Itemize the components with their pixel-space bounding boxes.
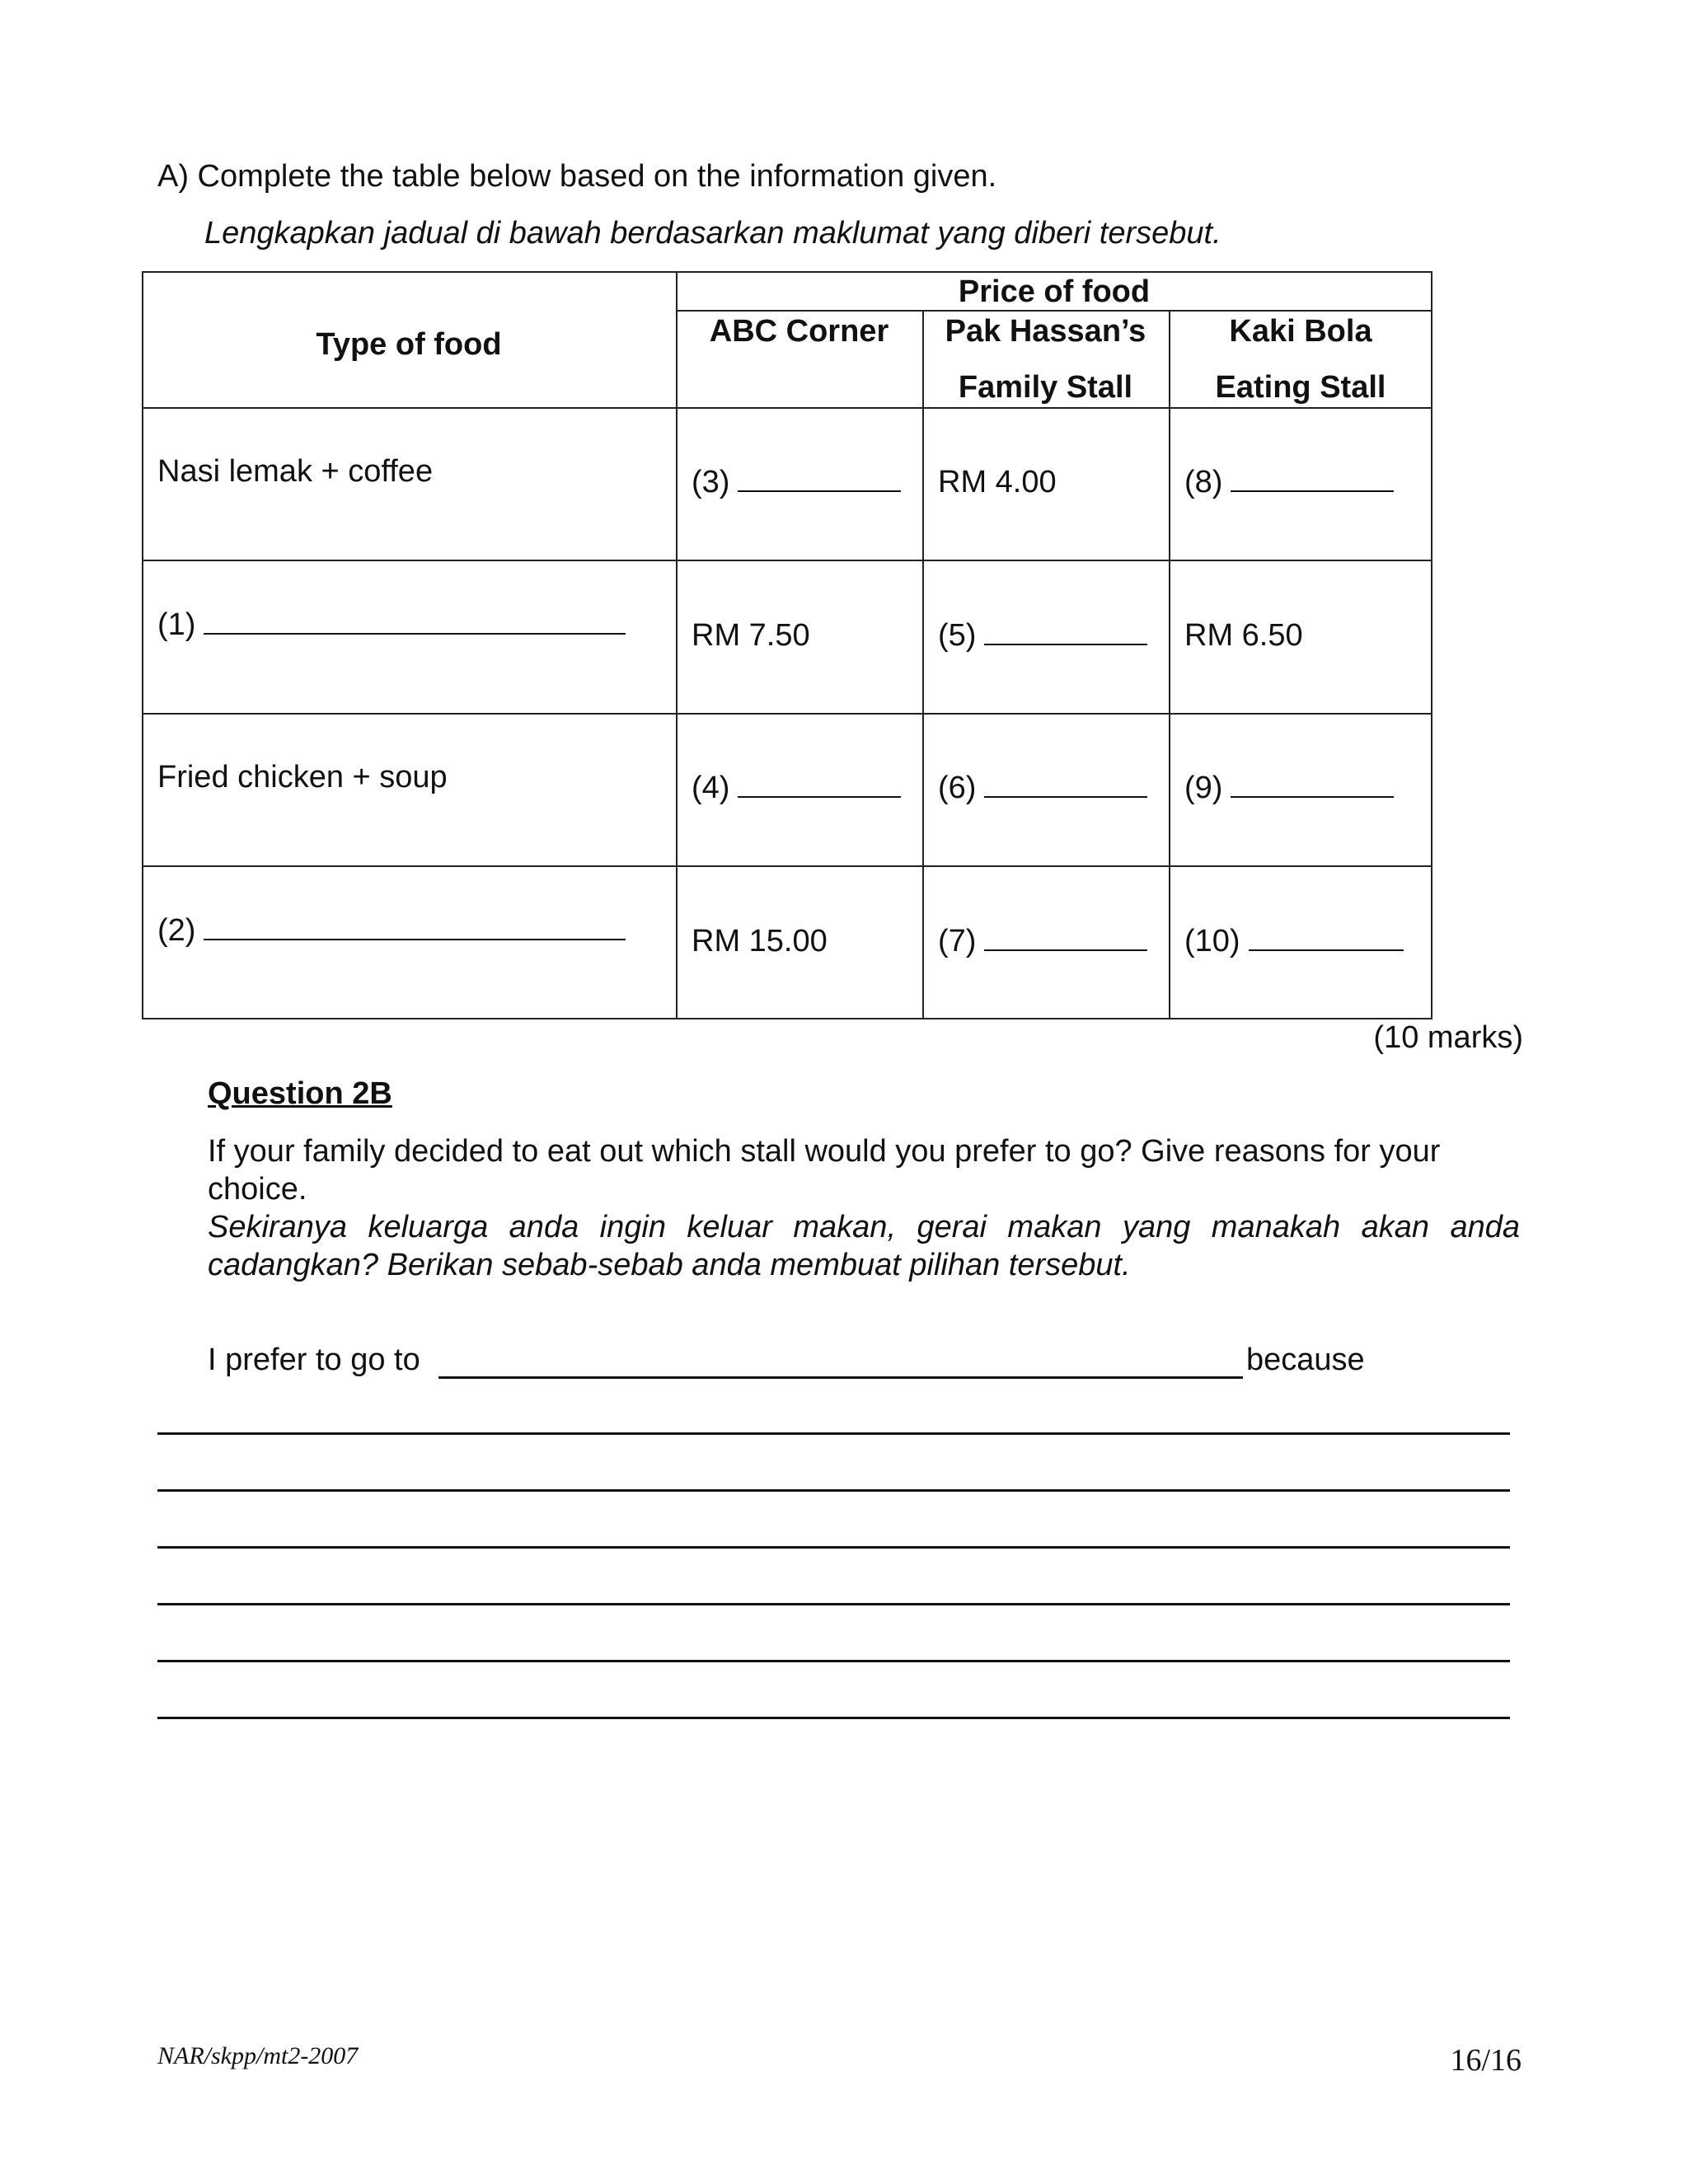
row4-food-blank: (2) [157, 913, 626, 949]
answer-blank[interactable] [984, 619, 1147, 645]
row1-pak-price: RM 4.00 [938, 465, 1057, 499]
price-table [142, 271, 1432, 1019]
question-title: Question 2B [208, 1076, 392, 1111]
answer-line[interactable] [157, 1660, 1510, 1662]
answer-blank[interactable] [984, 771, 1147, 798]
answer-line[interactable] [157, 1603, 1510, 1605]
answer-blank[interactable] [204, 608, 626, 635]
row2-food-blank: (1) [157, 607, 626, 643]
question-text-english: If your family decided to eat out which stall would you prefer to go? Give reasons for your choice. [208, 1134, 1441, 1207]
row4-abc-price: RM 15.00 [692, 924, 828, 958]
answer-blank[interactable] [204, 914, 626, 940]
answer-blank[interactable] [984, 925, 1147, 951]
because-label: because [1246, 1343, 1365, 1377]
answer-blank[interactable] [1249, 925, 1404, 951]
prefer-label: I prefer to go to [208, 1343, 420, 1377]
answer-line[interactable] [157, 1546, 1510, 1549]
row4-pak-blank: (7) [938, 924, 1147, 959]
answer-line[interactable] [157, 1717, 1510, 1719]
stall-choice-blank[interactable] [438, 1376, 1243, 1379]
answer-blank[interactable] [738, 466, 901, 492]
row3-food: Fried chicken + soup [157, 760, 448, 794]
answer-blank[interactable] [738, 771, 901, 798]
answer-line[interactable] [157, 1432, 1510, 1435]
page-number: 16/16 [1450, 2043, 1522, 2078]
instruction-english: A) Complete the table below based on the information given. [157, 159, 997, 194]
header-price-of-food: Price of food [958, 274, 1151, 309]
row4-kaki-blank: (10) [1184, 924, 1404, 959]
row1-abc-blank: (3) [692, 465, 901, 500]
header-pak-hassan-line2: Family Stall [958, 370, 1133, 405]
row2-abc-price: RM 7.50 [692, 618, 810, 653]
header-type-of-food: Type of food [316, 327, 502, 362]
answer-line[interactable] [157, 1489, 1510, 1492]
row2-pak-blank: (5) [938, 618, 1147, 654]
header-pak-hassan-line1: Pak Hassan’s [945, 314, 1146, 349]
row2-kaki-price: RM 6.50 [1184, 618, 1303, 653]
header-kaki-bola-line2: Eating Stall [1215, 370, 1386, 405]
header-abc-corner: ABC Corner [709, 314, 889, 349]
row1-food: Nasi lemak + coffee [157, 454, 434, 489]
row1-kaki-blank: (8) [1184, 465, 1394, 500]
marks-label: (10 marks) [1373, 1020, 1523, 1055]
answer-blank[interactable] [1231, 466, 1394, 492]
footer-code: NAR/skpp/mt2-2007 [157, 2042, 359, 2069]
row3-kaki-blank: (9) [1184, 771, 1394, 806]
answer-blank[interactable] [1231, 771, 1394, 798]
row3-pak-blank: (6) [938, 771, 1147, 806]
question-text-malay: Sekiranya keluarga anda ingin keluar makan, gerai makan yang manakah akan anda cadangkan? Berikan sebab-sebab anda membuat pilihan tersebut. [208, 1210, 1520, 1282]
instruction-malay: Lengkapkan jadual di bawah berdasarkan maklumat yang diberi tersebut. [204, 216, 1221, 251]
row3-abc-blank: (4) [692, 771, 901, 806]
header-kaki-bola-line1: Kaki Bola [1229, 314, 1372, 349]
